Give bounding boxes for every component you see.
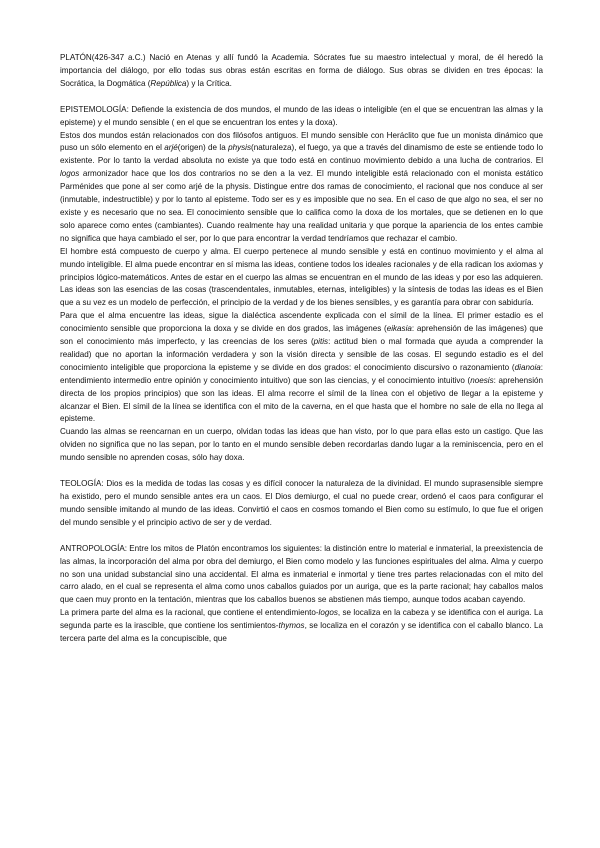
paragraph-text: : entendimiento intermedio entre opinión y conocimiento intuitivo) que son las ciencias, y el conocimiento intuitivo (	[60, 362, 543, 385]
section-gap	[60, 91, 543, 104]
italic-term: República	[150, 78, 187, 88]
paragraph-text: , se localiza en el corazón y se identifica con el caballo blanco. La tercera parte del alma es la concupiscible, que	[60, 621, 543, 644]
paragraph-text: PLATÓN(426-347 a.C.) Nació en Atenas y allí fundó la Academia. Sócrates fue su maestro intelectual y moral, de él heredó la importancia del diálogo, por ello todas sus obras están escritas en forma de diálogo. Sus obras se dividen en tres épocas: la Socrática, la Dogmática (	[60, 53, 543, 88]
paragraph	[60, 310, 543, 426]
paragraph-text: ANTROPOLOGÍA: Entre los mitos de Platón encontramos los siguientes: la distinción entre lo material e inmaterial, la preexistencia de las almas, la incorporación del alma por obra del demiurgo, el Bien como modelo y las funciones espirituales del alma. Alma y cuerpo no son una unidad substancial sino una accidental. El alma es inmaterial e inmortal y tiene tres partes relacionadas con el mito del carro alado, en el cual se representa el alma como unos caballos guiados por un auriga, que es la parte racional; hay caballos malos que caen muy pronto en la tentación, mientras que los caballos buenos se abstienen más tiempo, aunque todos acaban cayendo.	[60, 543, 543, 605]
paragraph	[60, 426, 543, 465]
section-gap	[60, 530, 543, 543]
italic-term: physis	[228, 143, 252, 153]
paragraph	[60, 607, 543, 646]
paragraph-text: : actitud bien o mal formada que ayuda a comprender la realidad) que no aportan la información verdadera y son la visión directa y sensible de las cosas. El segundo estadio es el del conocimiento inteligible que proporciona la episteme y se divide en dos grados: el conocimiento discursivo o razonamiento (	[60, 337, 544, 372]
paragraph-text: (naturaleza), el fuego, ya que a través del dinamismo de este se entiende todo lo existente. Por lo tanto la verdad absoluta no existe ya que todo está en continuo movimiento debido a una lucha de contrarios. El	[60, 143, 543, 166]
paragraph-text: Cuando las almas se reencarnan en un cuerpo, olvidan todas las ideas que han visto, por lo que para ellas esto un castigo. Que las olviden no significa que no las sepan, por lo tanto en el mundo sensible deben recordarlas dando lugar a la reminiscencia, pero en el mundo sensible no aprenden cosas, sólo hay doxa.	[60, 427, 543, 463]
paragraph-text: armonizador hace que los dos contrarios no se den a la vez. El mundo inteligible está relacionado con el monista estático Parménides que pone al ser como arjé de la physis. Distingue entre dos ramas de conocimiento, el racional que nos conduce al ser (inmutable, indestructible) y por lo tanto al episteme. Todo ser es y es imposible que no sea. En el caso de que algo no sea, el ser no existe y es necesario que no sea. El conocimiento sensible que lo califica como la doxa de los mortales, que se detienen en lo que solo aparece como entes (cambiantes). Cuando realmente hay una realidad unitaria y que porque la apariencia de los entes cambie no significa que haya cambiado el ser, por lo que para encontrar la verdad tendríamos que rechazar el cambio.	[60, 169, 543, 243]
italic-term: thymos	[278, 621, 305, 631]
paragraph-text: La primera parte del alma es la racional, que contiene el entendimiento-	[60, 608, 319, 618]
paragraph-text: (origen) de la	[177, 143, 229, 153]
document-body	[60, 52, 543, 646]
paragraph-text: TEOLOGÍA: Dios es la medida de todas las cosas y es difícil conocer la naturaleza de la divinidad. El mundo suprasensible siempre ha existido, pero el mundo sensible antes era un caos. El Dios demiurgo, el cual no puede crear, ordenó el caos para configurar el mundo sensible imitando al mundo de las ideas. Convirtió el caos en cosmos tomando el Bien como su estímulo, lo que fue el origen del mundo sensible y el principio activo de ser y de verdad.	[60, 479, 543, 527]
italic-term: noesis	[470, 375, 494, 385]
paragraph-text: El hombre está compuesto de cuerpo y alma. El cuerpo pertenece al mundo sensible y está en continuo movimiento y el alma al mundo inteligible. El alma puede encontrar en sí misma las ideas, contiene todos los ideales racionales y de ella radican los axiomas y principios lógico-matemáticos. Antes de estar en el cuerpo las almas se encuentran en el mundo de las ideas y por eso las adquieren. Las ideas son las esencias de las cosas (trascendentales, inmutables, eternas, inteligibles) y la síntesis de todas las ideas es el Bien que a su vez es un modelo de perfección, el principio de la verdad y de los bienes sensibles, y es garantía para obrar con sabiduría.	[60, 246, 543, 308]
paragraph	[60, 543, 543, 608]
section-gap	[60, 465, 543, 478]
italic-term: logos	[60, 169, 80, 179]
paragraph	[60, 478, 543, 530]
paragraph	[60, 130, 543, 246]
paragraph-text: Para que el alma encuentre las ideas, sigue la dialéctica ascendente explicada con el símil de la línea. El primer estadio es el conocimiento sensible que proporciona la doxa y se divide en dos grados, las imágenes (	[60, 311, 543, 334]
italic-term: pitis	[313, 337, 329, 347]
paragraph-text: : aprehensión directa de los propios principios) que son las ideas. El alma recorre el símil de la línea con el objetivo de llegar a la episteme y alcanzar el Bien. El símil de la línea se identifica con el mito de la caverna, en el que hasta que el hombre no sale de ella no llega al episteme.	[60, 375, 543, 424]
paragraph-text: : aprehensión de las imágenes) que son el conocimiento más imperfecto, y las creencias de los seres (	[60, 324, 543, 347]
italic-term: eikasia	[386, 324, 412, 334]
italic-term: arjé	[164, 143, 178, 153]
paragraph	[60, 246, 543, 311]
paragraph	[60, 52, 543, 91]
paragraph-text: Estos dos mundos están relacionados con dos filósofos antiguos. El mundo sensible con Heráclito que fue un monista dinámico que puso un sólo elemento en el	[60, 130, 543, 153]
paragraph-text: EPISTEMOLOGÍA: Defiende la existencia de dos mundos, el mundo de las ideas o inteligible (en el que se encuentran las almas y la episteme) y el mundo sensible ( en el que se encuentran los entes y la doxa).	[60, 104, 543, 127]
paragraph	[60, 104, 543, 130]
paragraph-text: , se localiza en la cabeza y se identifica con el auriga. La segunda parte es la irascible, que contiene los sentimientos-	[60, 608, 543, 631]
italic-term: dianoia	[514, 362, 541, 372]
paragraph-text: ) y la Crítica.	[186, 78, 232, 88]
italic-term: logos	[318, 608, 338, 618]
